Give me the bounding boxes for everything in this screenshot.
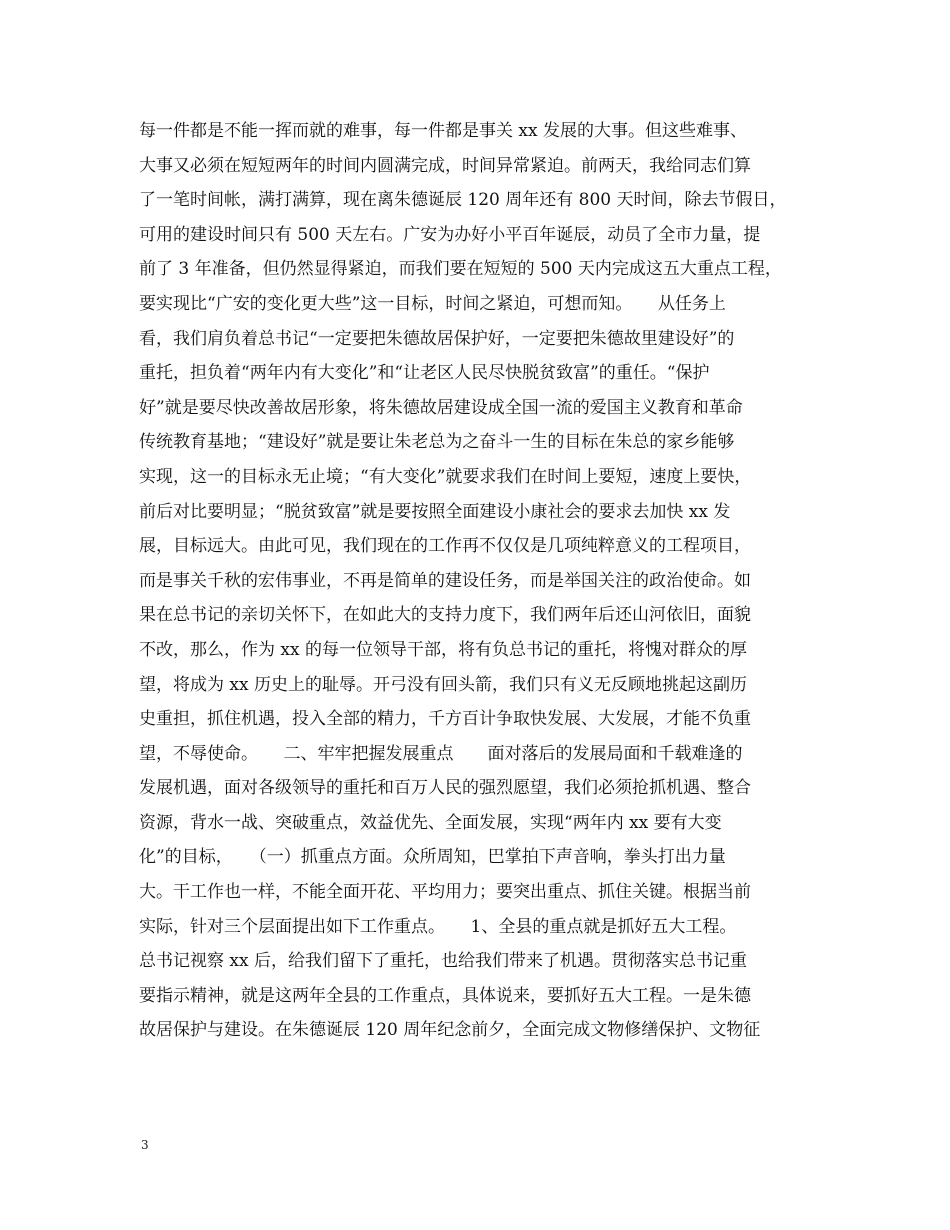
text-line: 前后对比要明显；“脱贫致富”就是要按照全面建设小康社会的要求去加快 xx 发	[139, 501, 731, 522]
text-line: 好”就是要尽快改善故居形象，将朱德故居建设成全国一流的爱国主义教育和革命	[139, 397, 743, 418]
text-line: 展，目标远大。由此可见，我们现在的工作再不仅仅是几项纯粹意义的工程项目，	[139, 536, 751, 557]
text-line: 故居保护与建设。在朱德诞辰 120 周年纪念前夕，全面完成文物修缮保护、文物征	[139, 1020, 761, 1041]
text-line: 化”的目标， （一）抓重点方面。众所周知，巴掌拍下声音响，拳头打出力量	[139, 847, 726, 868]
text-line: 要实现比“广安的变化更大些”这一目标，时间之紧迫，可想而知。 从任务上	[139, 293, 726, 314]
text-line: 史重担，抓住机遇，投入全部的精力，千方百计争取快发展、大发展，才能不负重	[139, 709, 751, 730]
text-line: 要指示精神，就是这两年全县的工作重点，具体说来，要抓好五大工程。一是朱德	[139, 985, 751, 1006]
text-line: 资源，背水一战、突破重点，效益优先、全面发展，实现“两年内 xx 要有大变	[139, 812, 722, 833]
body-text	[139, 114, 829, 1048]
text-line: 实现，这一的目标永无止境；“有大变化”就要求我们在时间上要短，速度上要快，	[139, 466, 752, 487]
text-line: 大。干工作也一样，不能全面开花、平均用力；要突出重点、抓住关键。根据当前	[139, 882, 751, 903]
text-line: 大事又必须在短短两年的时间内圆满完成，时间异常紧迫。前两天，我给同志们算	[139, 155, 751, 176]
text-line: 望，不辱使命。 二、牢牢把握发展重点 面对落后的发展局面和千载难逢的	[139, 743, 743, 764]
text-line: 发展机遇，面对各级领导的重托和百万人民的强烈愿望，我们必须抢抓机遇、整合	[139, 778, 751, 799]
text-line: 看，我们肩负着总书记“一定要把朱德故居保护好，一定要把朱德故里建设好”的	[139, 328, 735, 349]
text-line: 了一笔时间帐，满打满算，现在离朱德诞辰 120 周年还有 800 天时间，除去节假日，	[139, 190, 787, 211]
text-line: 不改，那么，作为 xx 的每一位领导干部，将有负总书记的重托，将愧对群众的厚	[139, 639, 747, 660]
text-line: 前了 3 年准备，但仍然显得紧迫，而我们要在短短的 500 天内完成这五大重点工程，	[139, 259, 782, 280]
text-line: 重托，担负着“两年内有大变化”和“让老区人民尽快脱贫致富”的重任。“保护	[139, 363, 710, 384]
text-line: 总书记视察 xx 后，给我们留下了重托，也给我们带来了机遇。贯彻落实总书记重	[139, 951, 747, 972]
page-number: 3	[141, 1138, 149, 1152]
text-line: 传统教育基地；“建设好”就是要让朱老总为之奋斗一生的目标在朱总的家乡能够	[139, 432, 735, 453]
text-line: 望，将成为 xx 历史上的耻辱。开弓没有回头箭，我们只有义无反顾地挑起这副历	[139, 674, 747, 695]
text-line: 每一件都是不能一挥而就的难事，每一件都是事关 xx 发展的大事。但这些难事、	[139, 121, 747, 141]
text-line: 实际，针对三个层面提出如下工作重点。 1、全县的重点就是抓好五大工程。	[139, 916, 737, 937]
text-line: 可用的建设时间只有 500 天左右。广安为办好小平百年诞辰，动员了全市力量，提	[139, 224, 761, 245]
text-line: 而是事关千秋的宏伟事业，不再是简单的建设任务，而是举国关注的政治使命。如	[139, 570, 751, 591]
text-line: 果在总书记的亲切关怀下，在如此大的支持力度下，我们两年后还山河依旧，面貌	[139, 605, 751, 626]
